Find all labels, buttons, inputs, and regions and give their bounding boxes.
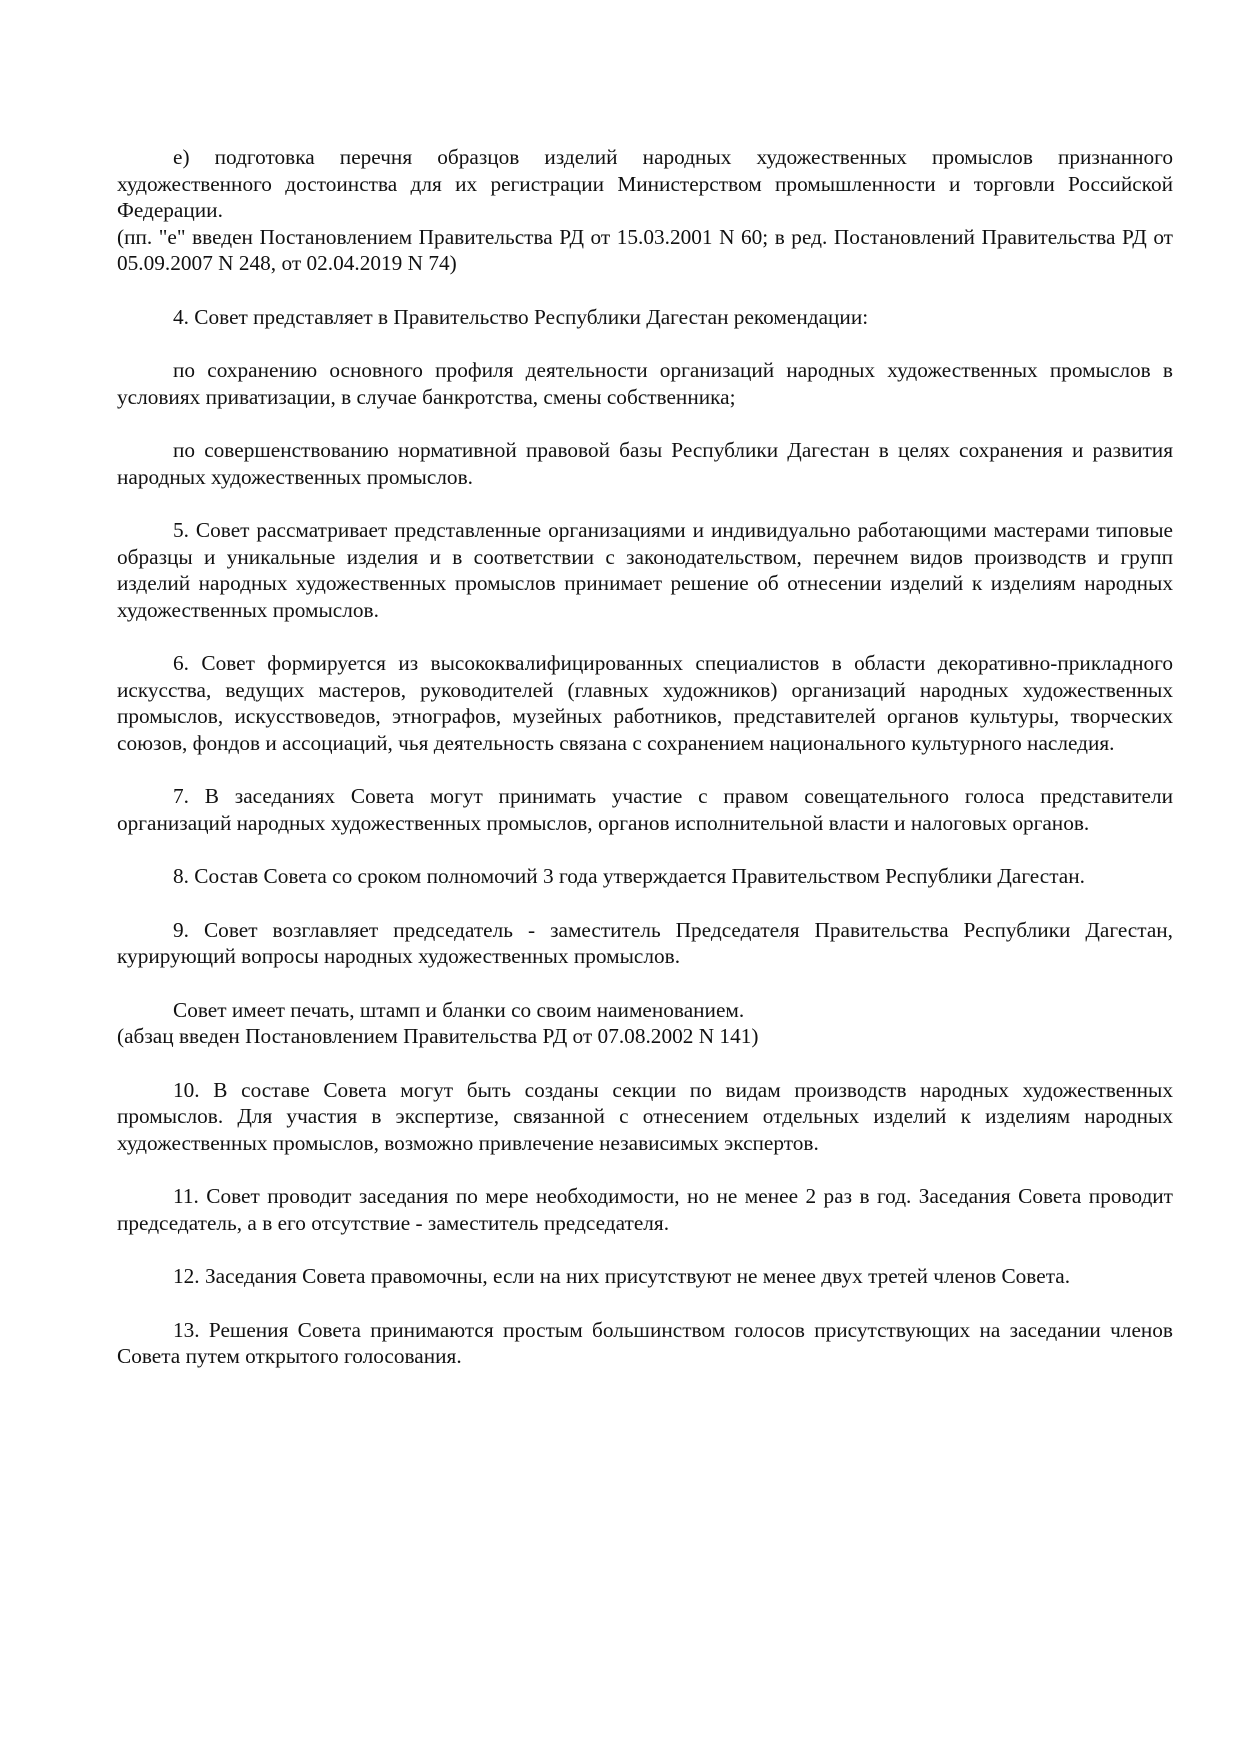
item-4-recommendation-2: по совершенствованию нормативной правовой базы Республики Дагестан в целях сохранения и развития народных художественных промыслов. bbox=[117, 438, 1173, 489]
amendment-note-e: (пп. "е" введен Постановлением Правительства РД от 15.03.2001 N 60; в ред. Постановлений Правительства РД от 05.09.2007 N 248, от 02.04.2019 N 74) bbox=[117, 224, 1173, 275]
item-7: 7. В заседаниях Совета могут принимать участие с правом совещательного голоса представители организаций народных художественных промыслов, органов исполнительной власти и налоговых органов. bbox=[117, 784, 1173, 835]
item-4-recommendation-1: по сохранению основного профиля деятельности организаций народных художественных промыслов в условиях приватизации, в случае банкротства, смены собственника; bbox=[117, 358, 1173, 409]
item-12: 12. Заседания Совета правомочны, если на них присутствуют не менее двух третей членов Совета. bbox=[173, 1264, 1071, 1288]
subitem-e: е) подготовка перечня образцов изделий народных художественных промыслов признанного художественного достоинства для их регистрации Министерством промышленности и торговли Российской Федерации. bbox=[117, 145, 1173, 222]
item-13: 13. Решения Совета принимаются простым большинством голосов присутствующих на заседании членов Совета путем открытого голосования. bbox=[117, 1317, 1173, 1368]
item-9: 9. Совет возглавляет председатель - заместитель Председателя Правительства Республики Дагестан, курирующий вопросы народных художественных промыслов. bbox=[117, 917, 1173, 968]
document-page bbox=[117, 144, 1173, 1370]
item-6: 6. Совет формируется из высококвалифицированных специалистов в области декоративно-прикладного искусства, ведущих мастеров, руководителей (главных художников) организаций народных художественных промыслов, искусствоведов, этнографов, музейных работников, представителей органов культуры, творческих союзов, фондов и ассоциаций, чья деятельность связана с сохранением национального культурного наследия. bbox=[117, 651, 1173, 755]
item-4: 4. Совет представляет в Правительство Республики Дагестан рекомендации: bbox=[173, 304, 869, 329]
item-9-seal: Совет имеет печать, штамп и бланки со своим наименованием. bbox=[173, 997, 745, 1022]
item-11: 11. Совет проводит заседания по мере необходимости, но не менее 2 раз в год. Заседания Совета проводит председатель, а в его отсутствие - заместитель председателя. bbox=[117, 1184, 1173, 1235]
item-5: 5. Совет рассматривает представленные организациями и индивидуально работающими мастерами типовые образцы и уникальные изделия и в соответствии с законодательством, перечнем видов производств и групп изделий народных художественных промыслов принимает решение об отнесении изделий к изделиям народных художественных промыслов. bbox=[117, 518, 1173, 622]
item-8: 8. Состав Совета со сроком полномочий 3 года утверждается Правительством Республики Дагестан. bbox=[173, 864, 1085, 888]
item-10: 10. В составе Совета могут быть созданы секции по видам производств народных художественных промыслов. Для участия в экспертизе, связанной с отнесением отдельных изделий к изделиям народных художественных промыслов, возможно привлечение независимых экспертов. bbox=[117, 1077, 1173, 1155]
amendment-note-9: (абзац введен Постановлением Правительства РД от 07.08.2002 N 141) bbox=[117, 1024, 759, 1048]
